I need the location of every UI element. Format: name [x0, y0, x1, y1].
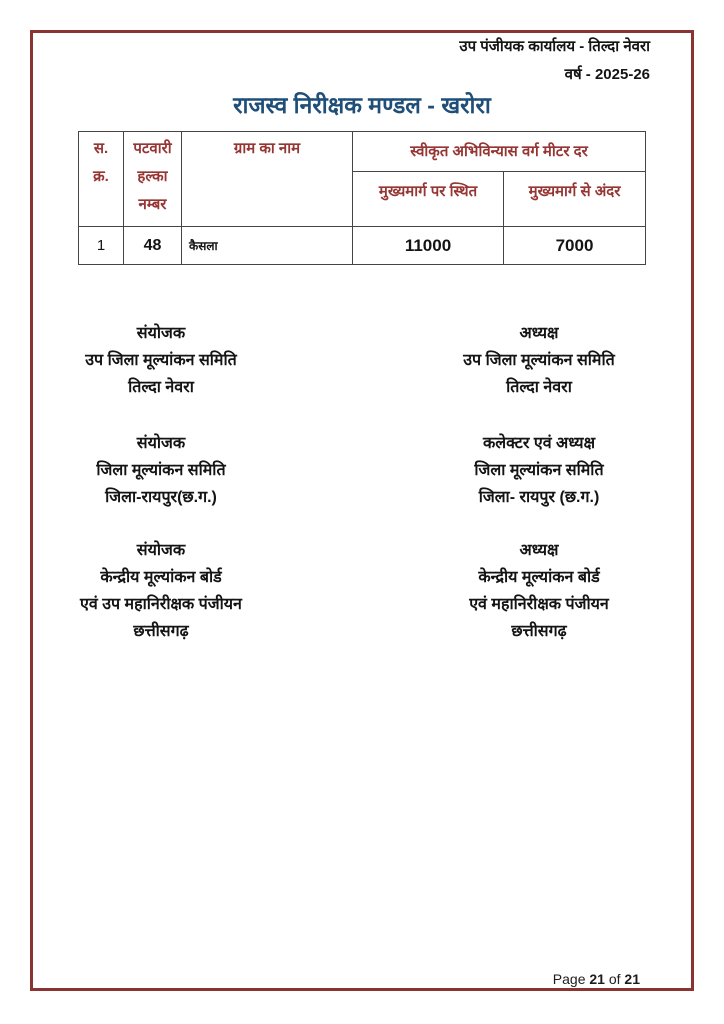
page-number-total: 21 — [624, 971, 640, 987]
signature-line: अध्यक्ष — [519, 325, 559, 342]
cell-inside-rate: 7000 — [504, 227, 646, 265]
cell-serial-no: 1 — [79, 227, 124, 265]
signature-line: केन्द्रीय मूल्यांकन बोर्ड — [478, 569, 600, 586]
col-header-halka — [124, 132, 182, 227]
office-name: उप पंजीयक कार्यालय - तिल्दा नेवरा — [459, 38, 650, 55]
col-header-serial — [79, 132, 124, 227]
signature-line: अध्यक्ष — [519, 542, 559, 559]
col-header-on-highway: मुख्यमार्ग पर स्थित — [353, 172, 504, 227]
signature-block-convener-district — [55, 430, 267, 511]
signature-line: संयोजक — [136, 435, 186, 452]
signature-line: उप जिला मूल्यांकन समिति — [463, 352, 615, 369]
cell-village-name: कैसला — [182, 227, 353, 265]
signature-line: तिल्दा नेवरा — [506, 379, 572, 396]
signature-block-chairman-central-board — [427, 537, 651, 645]
table-row — [79, 227, 646, 265]
col-header-halka-line2: हल्का — [137, 168, 168, 185]
signature-line: जिला-रायपुर(छ.ग.) — [105, 489, 217, 506]
col-header-halka-line3: नम्बर — [138, 196, 167, 213]
col-header-serial-line1: स. — [93, 140, 109, 157]
table-header-row-1 — [79, 132, 646, 172]
col-header-serial-line2: क्र. — [93, 168, 109, 185]
signature-line: जिला मूल्यांकन समिति — [96, 462, 226, 479]
signature-line: तिल्दा नेवरा — [128, 379, 194, 396]
signature-block-convener-sub-district — [55, 320, 267, 401]
page-number-of: of — [604, 971, 625, 987]
page-number-label: Page — [552, 971, 590, 987]
signature-line: छत्तीसगढ़ — [511, 623, 567, 640]
signature-line: कलेक्टर एवं अध्यक्ष — [482, 435, 596, 452]
signature-block-convener-central-board — [55, 537, 267, 645]
signature-line: केन्द्रीय मूल्यांकन बोर्ड — [100, 569, 222, 586]
signature-line: संयोजक — [136, 325, 186, 342]
cell-halka-number: 48 — [124, 227, 182, 265]
page-number-current: 21 — [589, 971, 605, 987]
signature-block-chairman-sub-district — [427, 320, 651, 401]
signature-line: छत्तीसगढ़ — [133, 623, 189, 640]
col-header-inside-highway: मुख्यमार्ग से अंदर — [504, 172, 646, 227]
office-header — [459, 33, 650, 89]
page-number — [553, 971, 640, 987]
signature-line: एवं महानिरीक्षक पंजीयन — [469, 596, 609, 613]
page-title: राजस्व निरीक्षक मण्डल - खरोरा — [233, 92, 491, 118]
cell-on-highway-rate: 11000 — [353, 227, 504, 265]
signature-line: जिला मूल्यांकन समिति — [474, 462, 604, 479]
signature-line: संयोजक — [136, 542, 186, 559]
col-header-rate-group: स्वीकृत अभिविन्यास वर्ग मीटर दर — [353, 132, 646, 172]
rate-table — [78, 131, 646, 265]
col-header-halka-line1: पटवारी — [133, 140, 172, 157]
signature-line: उप जिला मूल्यांकन समिति — [85, 352, 237, 369]
col-header-village: ग्राम का नाम — [182, 132, 353, 227]
signature-line: जिला- रायपुर (छ.ग.) — [478, 489, 600, 506]
signature-block-collector-chairman-district — [427, 430, 651, 511]
year-line: वर्ष - 2025-26 — [564, 66, 650, 83]
signature-line: एवं उप महानिरीक्षक पंजीयन — [80, 596, 242, 613]
